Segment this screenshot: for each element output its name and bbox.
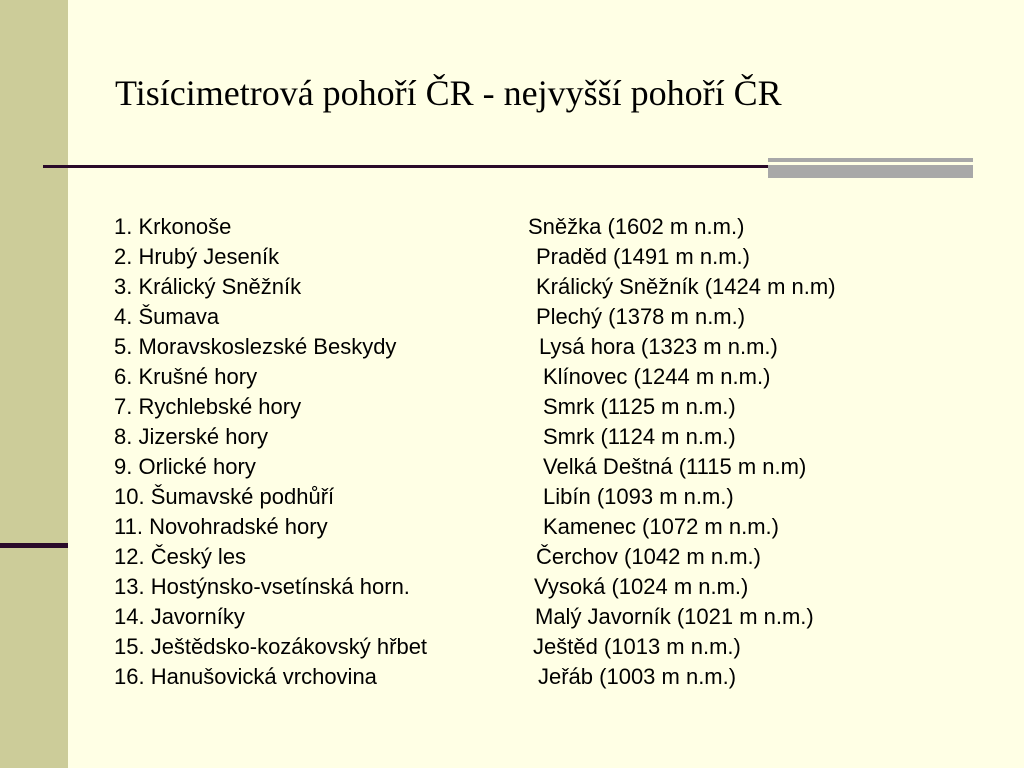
peak-name: Malý Javorník (1021 m n.m.) [535,604,814,629]
range-name: 14. Javorníky [114,604,245,629]
peak-name: Jeřáb (1003 m n.m.) [538,664,737,689]
range-name: 8. Jizerské hory [114,424,269,449]
range-name: 10. Šumavské podhůří [114,484,335,509]
range-name: 1. Krkonoše [114,214,232,239]
range-name: 4. Šumava [114,304,220,329]
peak-name: Smrk (1124 m n.m.) [543,424,736,449]
peak-name: Libín (1093 m n.m.) [543,484,734,509]
slide-title: Tisícimetrová pohoří ČR - nejvyšší pohoří ČR [115,73,782,113]
peak-name: Čerchov (1042 m n.m.) [536,544,761,569]
range-name: 13. Hostýnsko-vsetínská horn. [114,574,410,599]
peak-name: Vysoká (1024 m n.m.) [534,574,749,599]
title-underline-rule [43,165,768,168]
accent-stripe-bottom [768,165,973,178]
range-name: 6. Krušné hory [114,364,258,389]
peak-name: Kamenec (1072 m n.m.) [543,514,779,539]
range-name: 12. Český les [114,544,247,569]
peak-name: Plechý (1378 m n.m.) [536,304,746,329]
peak-name: Králický Sněžník (1424 m n.m) [536,274,836,299]
peak-name: Klínovec (1244 m n.m.) [543,364,771,389]
left-decorative-band [0,0,68,768]
peak-name: Lysá hora (1323 m n.m.) [539,334,778,359]
range-name: 5. Moravskoslezské Beskydy [114,334,397,359]
range-name: 9. Orlické hory [114,454,256,479]
range-name: 11. Novohradské hory [114,514,328,539]
range-name: 3. Králický Sněžník [114,274,302,299]
range-name: 7. Rychlebské hory [114,394,302,419]
range-name: 16. Hanušovická vrchovina [114,664,377,689]
peak-name: Ještěd (1013 m n.m.) [533,634,741,659]
peak-name: Sněžka (1602 m n.m.) [528,214,745,239]
range-name: 2. Hrubý Jeseník [114,244,280,269]
range-name: 15. Ještědsko-kozákovský hřbet [114,634,428,659]
left-accent-line [0,543,68,548]
peak-name: Velká Deštná (1115 m n.m) [543,454,807,479]
peak-name: Praděd (1491 m n.m.) [536,244,750,269]
peak-name: Smrk (1125 m n.m.) [543,394,736,419]
accent-stripe-top [768,158,973,162]
corner-accent-bar [768,158,973,178]
